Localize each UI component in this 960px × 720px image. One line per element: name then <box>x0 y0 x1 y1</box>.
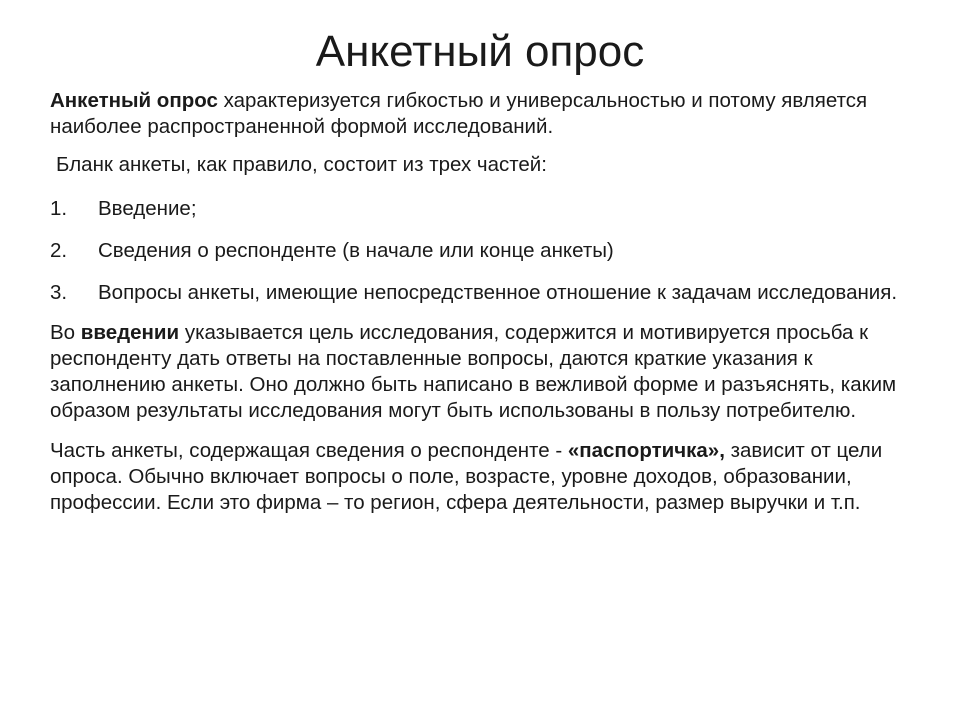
passport-pre: Часть анкеты, содержащая сведения о респонденте - <box>50 439 568 462</box>
intro-bold-term: Анкетный опрос <box>50 89 218 112</box>
passport-paragraph <box>50 438 900 516</box>
list-item-1 <box>50 196 900 222</box>
intro-text: характеризуется гибкостью и универсальностью и потому является наиболее распространенной формой исследований. <box>50 89 868 138</box>
intro-paragraph <box>50 88 900 140</box>
list-item-number: 3. <box>50 281 68 304</box>
list-item-number: 2. <box>50 239 68 262</box>
slide-title: Анкетный опрос <box>315 27 645 76</box>
list-item-text: Введение; <box>98 197 197 220</box>
introduction-pre: Во <box>50 321 81 344</box>
parts-intro-paragraph: Бланк анкеты, как правило, состоит из трех частей: <box>56 153 547 176</box>
passport-text: зависит от цели опроса. Обычно включает вопросы о поле, возрасте, уровне доходов, образовании, профессии. Если это фирма – то регион, сфера деятельности, размер выручки и т.п. <box>50 439 883 514</box>
introduction-text: указывается цель исследования, содержится и мотивируется просьба к респонденту дать ответы на поставленные вопросы, даются краткие указания к заполнению анкеты. Оно должно быть написано в вежливой форме и разъяснять, каким образом результаты исследования могут быть использованы в пользу потребителю. <box>50 321 897 422</box>
list-item-text: Сведения о респонденте (в начале или конце анкеты) <box>98 239 614 262</box>
passport-bold-term: «паспортичка», <box>567 439 725 462</box>
introduction-paragraph <box>50 320 900 424</box>
slide-body <box>50 88 900 516</box>
list-item-text: Вопросы анкеты, имеющие непосредственное отношение к задачам исследования. <box>98 281 898 304</box>
introduction-bold-term: введении <box>80 321 180 344</box>
list-item-3 <box>50 280 900 306</box>
list-item-2 <box>50 238 900 264</box>
list-item-number: 1. <box>50 197 68 220</box>
